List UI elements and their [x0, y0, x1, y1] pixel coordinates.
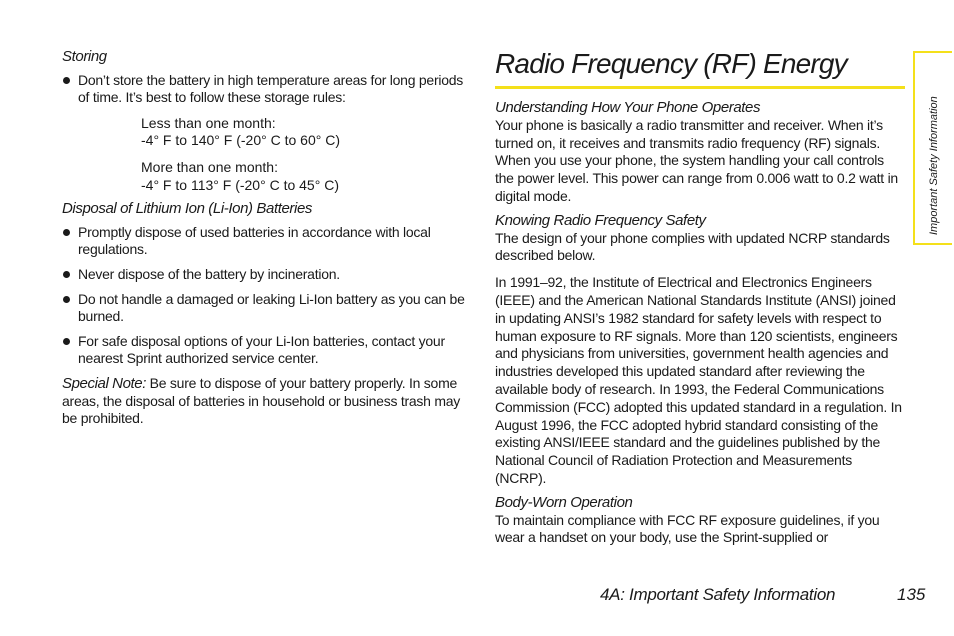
disposal-heading: Disposal of Lithium Ion (Li-Ion) Batteries	[62, 200, 312, 218]
disposal-bullet-text: Never dispose of the battery by incineration.	[78, 265, 340, 282]
bullet-icon	[63, 271, 70, 278]
more-than-month-label: More than one month:	[141, 158, 278, 175]
bullet-icon	[63, 296, 70, 303]
footer-section-title: 4A: Important Safety Information	[600, 585, 836, 604]
page-title: Radio Frequency (RF) Energy	[495, 48, 905, 89]
more-than-month-range: -4° F to 113° F (-20° C to 45° C)	[141, 176, 339, 193]
right-column	[495, 48, 905, 547]
list-item	[62, 291, 472, 326]
less-than-month-label: Less than one month:	[141, 114, 276, 131]
disposal-bullet-text: For safe disposal options of your Li-Ion batteries, contact your nearest Sprint authorized service center.	[78, 332, 445, 367]
understanding-heading: Understanding How Your Phone Operates	[495, 99, 761, 116]
storing-list	[62, 72, 472, 107]
storing-heading: Storing	[62, 48, 107, 65]
section-tab-label: Important Safety Information	[928, 96, 940, 235]
disposal-bullet-text: Promptly dispose of used batteries in accordance with local regulations.	[78, 223, 431, 258]
bodyworn-text: To maintain compliance with FCC RF exposure guidelines, if you wear a handset on your body, use the Sprint-supplied or	[495, 511, 880, 546]
bullet-icon	[63, 77, 70, 84]
history-text: In 1991–92, the Institute of Electrical and Electronics Engineers (IEEE) and the American National Standards Institute (ANSI) joined in updating ANSI’s 1982 standard for safety levels with respect to human exposure to RF signals. More than 120 scientists, engineers and physicians from universities, government health agencies and industries developed this updated standard after reviewing the available body of research. In 1993, the Federal Communications Commission (FCC) adopted this updated standard in a regulation. In August 1996, the FCC adopted hybrid standard consisting of the existing ANSI/IEEE standard and the guidelines published by the National Council of Radiation Protection and Measurements (NCRP).	[495, 274, 902, 486]
storing-bullet-text: Don’t store the battery in high temperature areas for long periods of time. It’s best to follow these storage rules:	[78, 71, 464, 106]
disposal-list	[62, 224, 472, 368]
bullet-icon	[63, 229, 70, 236]
left-column	[62, 48, 472, 428]
special-note-label: Special Note:	[62, 374, 147, 392]
special-note-text: Be sure to dispose of your battery properly. In some areas, the disposal of batteries in household or business trash may be prohibited.	[62, 374, 461, 427]
list-item	[62, 224, 472, 259]
disposal-bullet-text: Do not handle a damaged or leaking Li-Ion battery as you can be burned.	[78, 290, 465, 325]
special-note	[62, 375, 472, 428]
bodyworn-heading: Body-Worn Operation	[495, 493, 633, 511]
knowing-text: The design of your phone complies with updated NCRP standards described below.	[495, 229, 890, 264]
list-item	[62, 266, 472, 284]
storage-temperatures	[141, 115, 472, 194]
bullet-icon	[63, 338, 70, 345]
list-item	[62, 333, 472, 368]
list-item	[62, 72, 472, 107]
section-tab	[913, 51, 952, 245]
less-than-month-range: -4° F to 140° F (-20° C to 60° C)	[141, 132, 341, 149]
page-number: 135	[897, 585, 926, 604]
knowing-heading: Knowing Radio Frequency Safety	[495, 211, 706, 229]
understanding-text: Your phone is basically a radio transmitter and receiver. When it’s turned on, it receives and transmits radio frequency (RF) signals. When you use your phone, the system handling your call controls the power level. This power can range from 0.006 watt to 0.2 watt in digital mode.	[495, 116, 898, 204]
